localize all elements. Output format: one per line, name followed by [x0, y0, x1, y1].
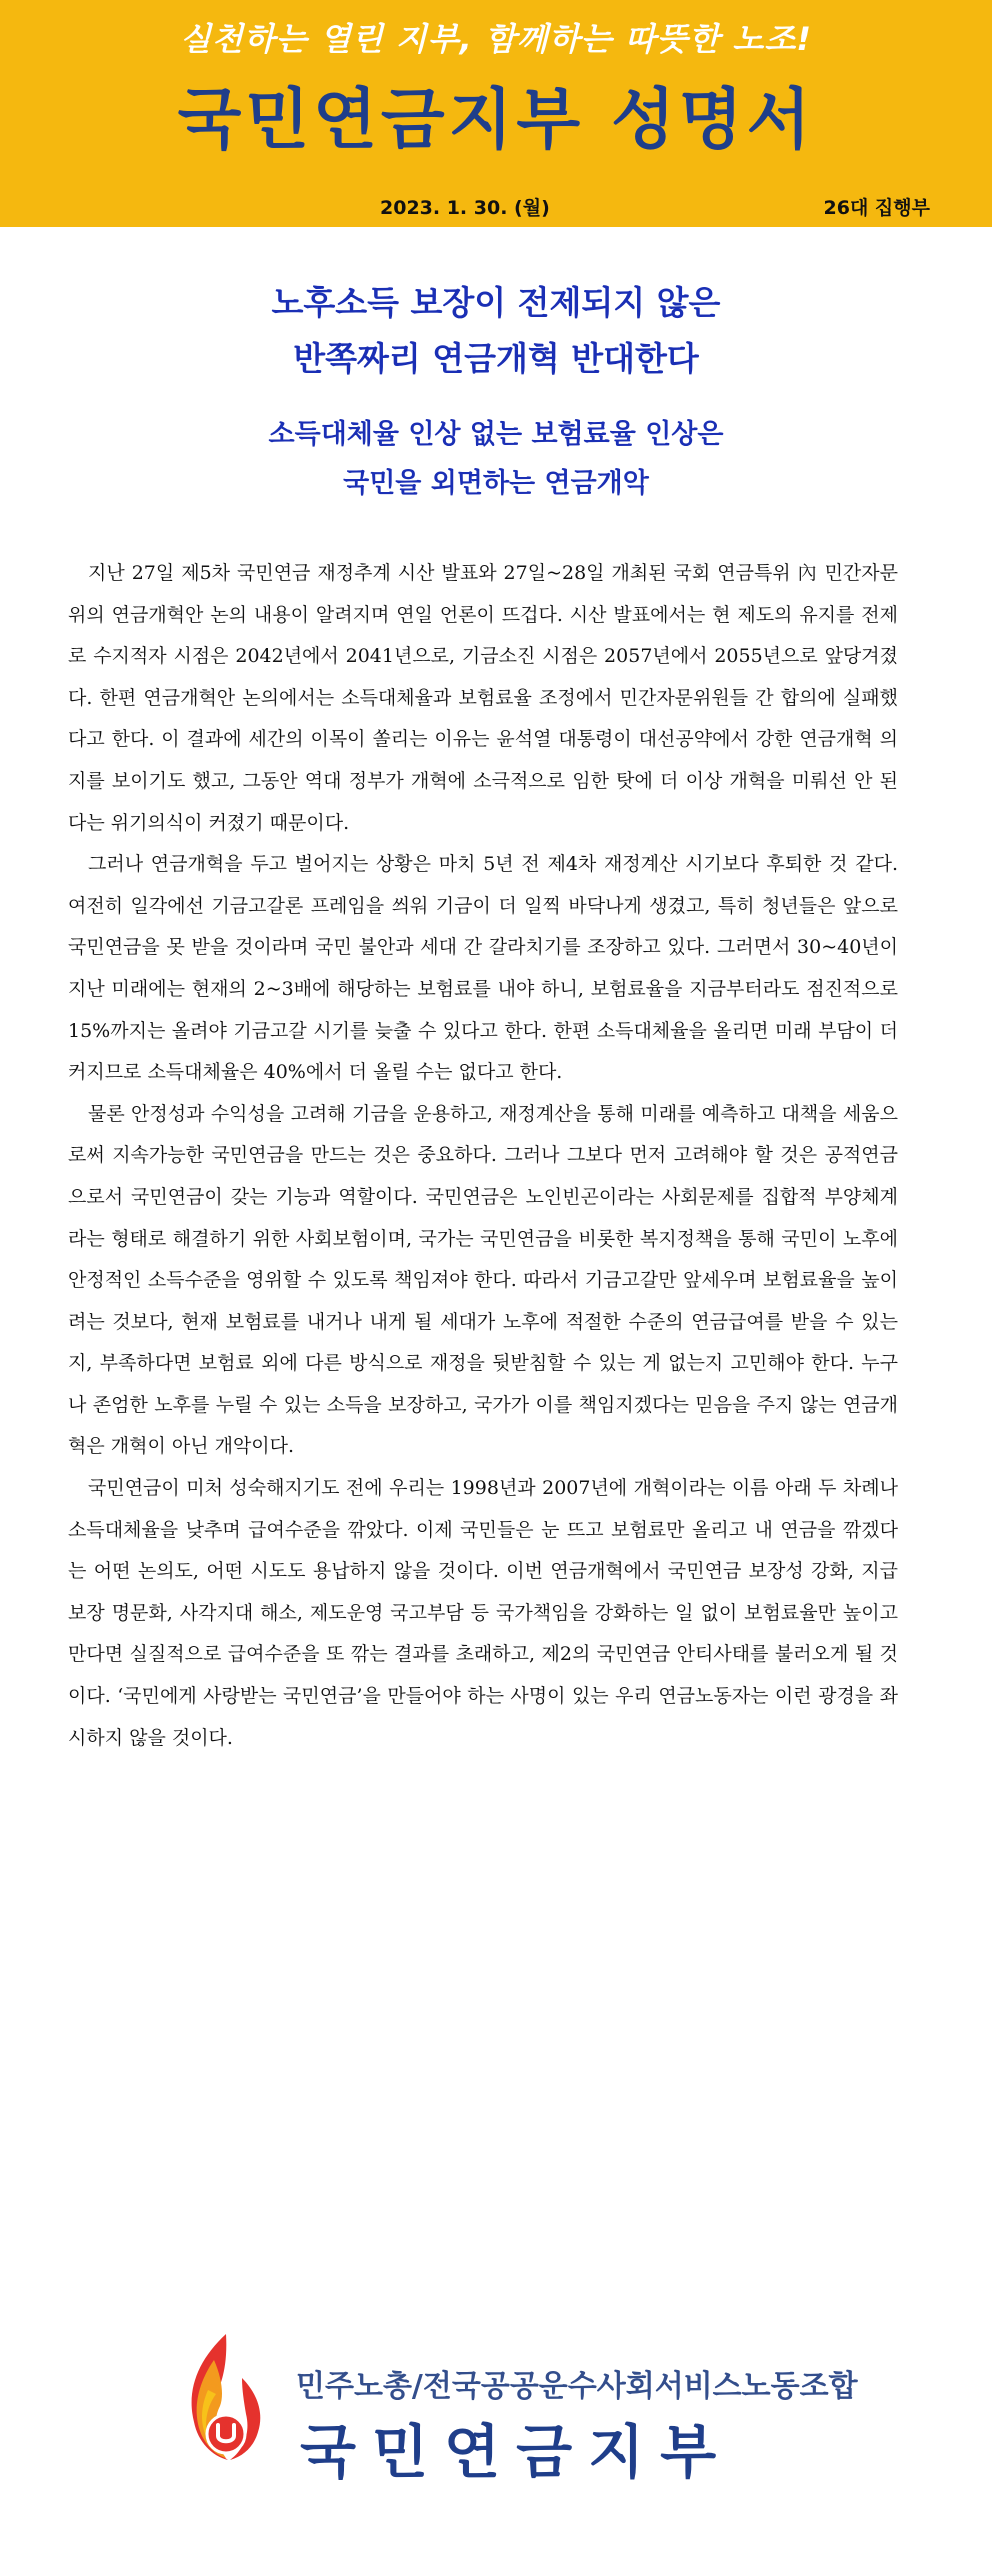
- main-headline-line-2: 반쪽짜리 연금개혁 반대한다: [293, 339, 699, 378]
- sub-headline-line-2: 국민을 외면하는 연금개악: [343, 468, 649, 499]
- slogan: 실천하는 열린 지부, 함께하는 따뜻한 노조!: [180, 20, 812, 58]
- issue-date: 2023. 1. 30. (월): [380, 197, 550, 219]
- main-headline: [0, 275, 992, 387]
- header-banner: [0, 0, 992, 227]
- sub-headline-line-1: 소득대체율 인상 없는 보험료율 인상은: [268, 419, 724, 450]
- statement-body: [68, 553, 898, 1759]
- issuer: 26대 집행부: [823, 197, 930, 219]
- main-headline-line-1: 노후소득 보장이 전제되지 않은: [271, 283, 721, 322]
- document-title: 국민연금지부 성명서: [177, 81, 815, 158]
- union-name: 국민연금지부: [300, 2418, 733, 2486]
- sub-headline: [0, 410, 992, 508]
- federation-name: 민주노총/전국공공운수사회서비스노동조합: [296, 2369, 858, 2404]
- flame-logo-icon: [168, 2330, 278, 2470]
- body-paragraph-2: 그러나 연금개혁을 두고 벌어지는 상황은 마치 5년 전 제4차 재정계산 시기보다 후퇴한 것 같다. 여전히 일각에선 기금고갈론 프레임을 씌워 기금이 더 일찍 바닥나게 생겼고, 특히 청년들은 앞으로 국민연금을 못 받을 것이라며 국민 불안과 세대 간 갈라치기를 조장하고 있다. 그러면서 30~40년이 지난 미래에는 현재의 2~3배에 해당하는 보험료를 내야 하니, 보험료율을 지금부터라도 점진적으로 15%까지는 올려야 기금고갈 시기를 늦출 수 있다고 한다. 한편 소득대체율을 올리면 미래 부담이 더 커지므로 소득대체율은 40%에서 더 올릴 수는 없다고 한다.: [68, 853, 898, 1084]
- body-paragraph-1: 지난 27일 제5차 국민연금 재정추계 시산 발표와 27일~28일 개최된 국회 연금특위 內 민간자문위의 연금개혁안 논의 내용이 알려지며 연일 언론이 뜨겁다. 시산 발표에서는 현 제도의 유지를 전제로 수지적자 시점은 2042년에서 2041년으로, 기금소진 시점은 2057년에서 2055년으로 앞당겨졌다. 한편 연금개혁안 논의에서는 소득대체율과 보험료율 조정에서 민간자문위원들 간 합의에 실패했다고 한다. 이 결과에 세간의 이목이 쏠리는 이유는 윤석열 대통령이 대선공약에서 강한 연금개혁 의지를 보이기도 했고, 그동안 역대 정부가 개혁에 소극적으로 임한 탓에 더 이상 개혁을 미뤄선 안 된다는 위기의식이 커졌기 때문이다.: [68, 562, 898, 834]
- body-paragraph-3: 물론 안정성과 수익성을 고려해 기금을 운용하고, 재정계산을 통해 미래를 예측하고 대책을 세움으로써 지속가능한 국민연금을 만드는 것은 중요하다. 그러나 그보다 먼저 고려해야 할 것은 공적연금으로서 국민연금이 갖는 기능과 역할이다. 국민연금은 노인빈곤이라는 사회문제를 집합적 부양체계라는 형태로 해결하기 위한 사회보험이며, 국가는 국민연금을 비롯한 복지정책을 통해 국민이 노후에 안정적인 소득수준을 영위할 수 있도록 책임져야 한다. 따라서 기금고갈만 앞세우며 보험료율을 높이려는 것보다, 현재 보험료를 내거나 내게 될 세대가 노후에 적절한 수준의 연금급여를 받을 수 있는지, 부족하다면 보험료 외에 다른 방식으로 재정을 뒷받침할 수 있는 게 없는지 고민해야 한다. 누구나 존엄한 노후를 누릴 수 있는 소득을 보장하고, 국가가 이를 책임지겠다는 믿음을 주지 않는 연금개혁은 개혁이 아닌 개악이다.: [68, 1102, 898, 1458]
- body-paragraph-4: 국민연금이 미처 성숙해지기도 전에 우리는 1998년과 2007년에 개혁이라는 이름 아래 두 차례나 소득대체율을 낮추며 급여수준을 깎았다. 이제 국민들은 눈 뜨고 보험료만 올리고 내 연금을 깎겠다는 어떤 논의도, 어떤 시도도 용납하지 않을 것이다. 이번 연금개혁에서 국민연금 보장성 강화, 지급보장 명문화, 사각지대 해소, 제도운영 국고부담 등 국가책임을 강화하는 일 없이 보험료율만 높이고 만다면 실질적으로 급여수준을 또 깎는 결과를 초래하고, 제2의 국민연금 안티사태를 불러오게 될 것이다. ‘국민에게 사랑받는 국민연금’을 만들어야 하는 사명이 있는 우리 연금노동자는 이런 광경을 좌시하지 않을 것이다.: [68, 1477, 898, 1749]
